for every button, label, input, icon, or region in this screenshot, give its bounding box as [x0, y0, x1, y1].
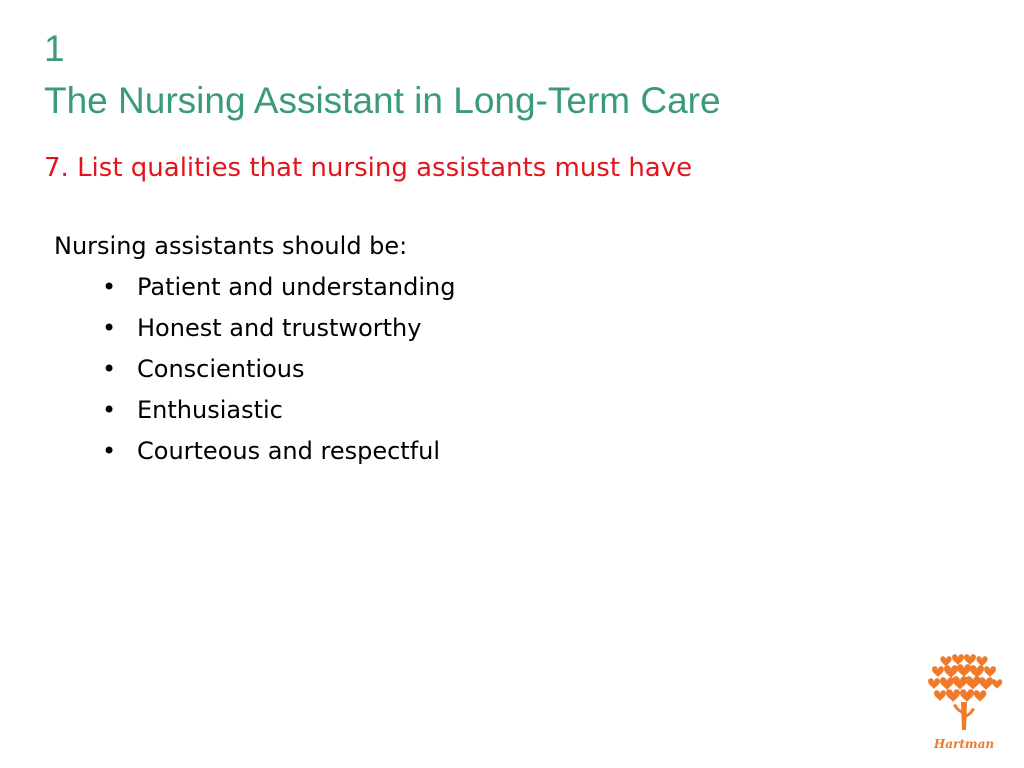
learning-objective: 7. List qualities that nursing assistants must have	[44, 153, 693, 183]
list-item	[102, 310, 455, 351]
bullet-icon: •	[102, 355, 117, 383]
hartman-logo	[922, 652, 1006, 756]
heart-tree-icon	[922, 652, 1006, 736]
bullet-icon: •	[102, 437, 117, 465]
list-item-text: Courteous and respectful	[137, 437, 441, 465]
list-item-text: Conscientious	[137, 355, 305, 383]
list-item-text: Patient and understanding	[137, 273, 456, 301]
slide-body	[54, 228, 455, 474]
list-item	[102, 433, 455, 474]
chapter-number: 1	[44, 28, 65, 69]
intro-text: Nursing assistants should be:	[54, 232, 408, 260]
chapter-title: The Nursing Assistant in Long-Term Care	[44, 80, 721, 121]
qualities-list	[54, 269, 455, 474]
list-item	[102, 351, 455, 392]
list-item	[102, 269, 455, 310]
logo-text: Hartman	[933, 737, 995, 751]
list-item-text: Enthusiastic	[137, 396, 283, 424]
bullet-icon: •	[102, 314, 117, 342]
bullet-icon: •	[102, 273, 117, 301]
list-item-text: Honest and trustworthy	[137, 314, 422, 342]
bullet-icon: •	[102, 396, 117, 424]
list-item	[102, 392, 455, 433]
